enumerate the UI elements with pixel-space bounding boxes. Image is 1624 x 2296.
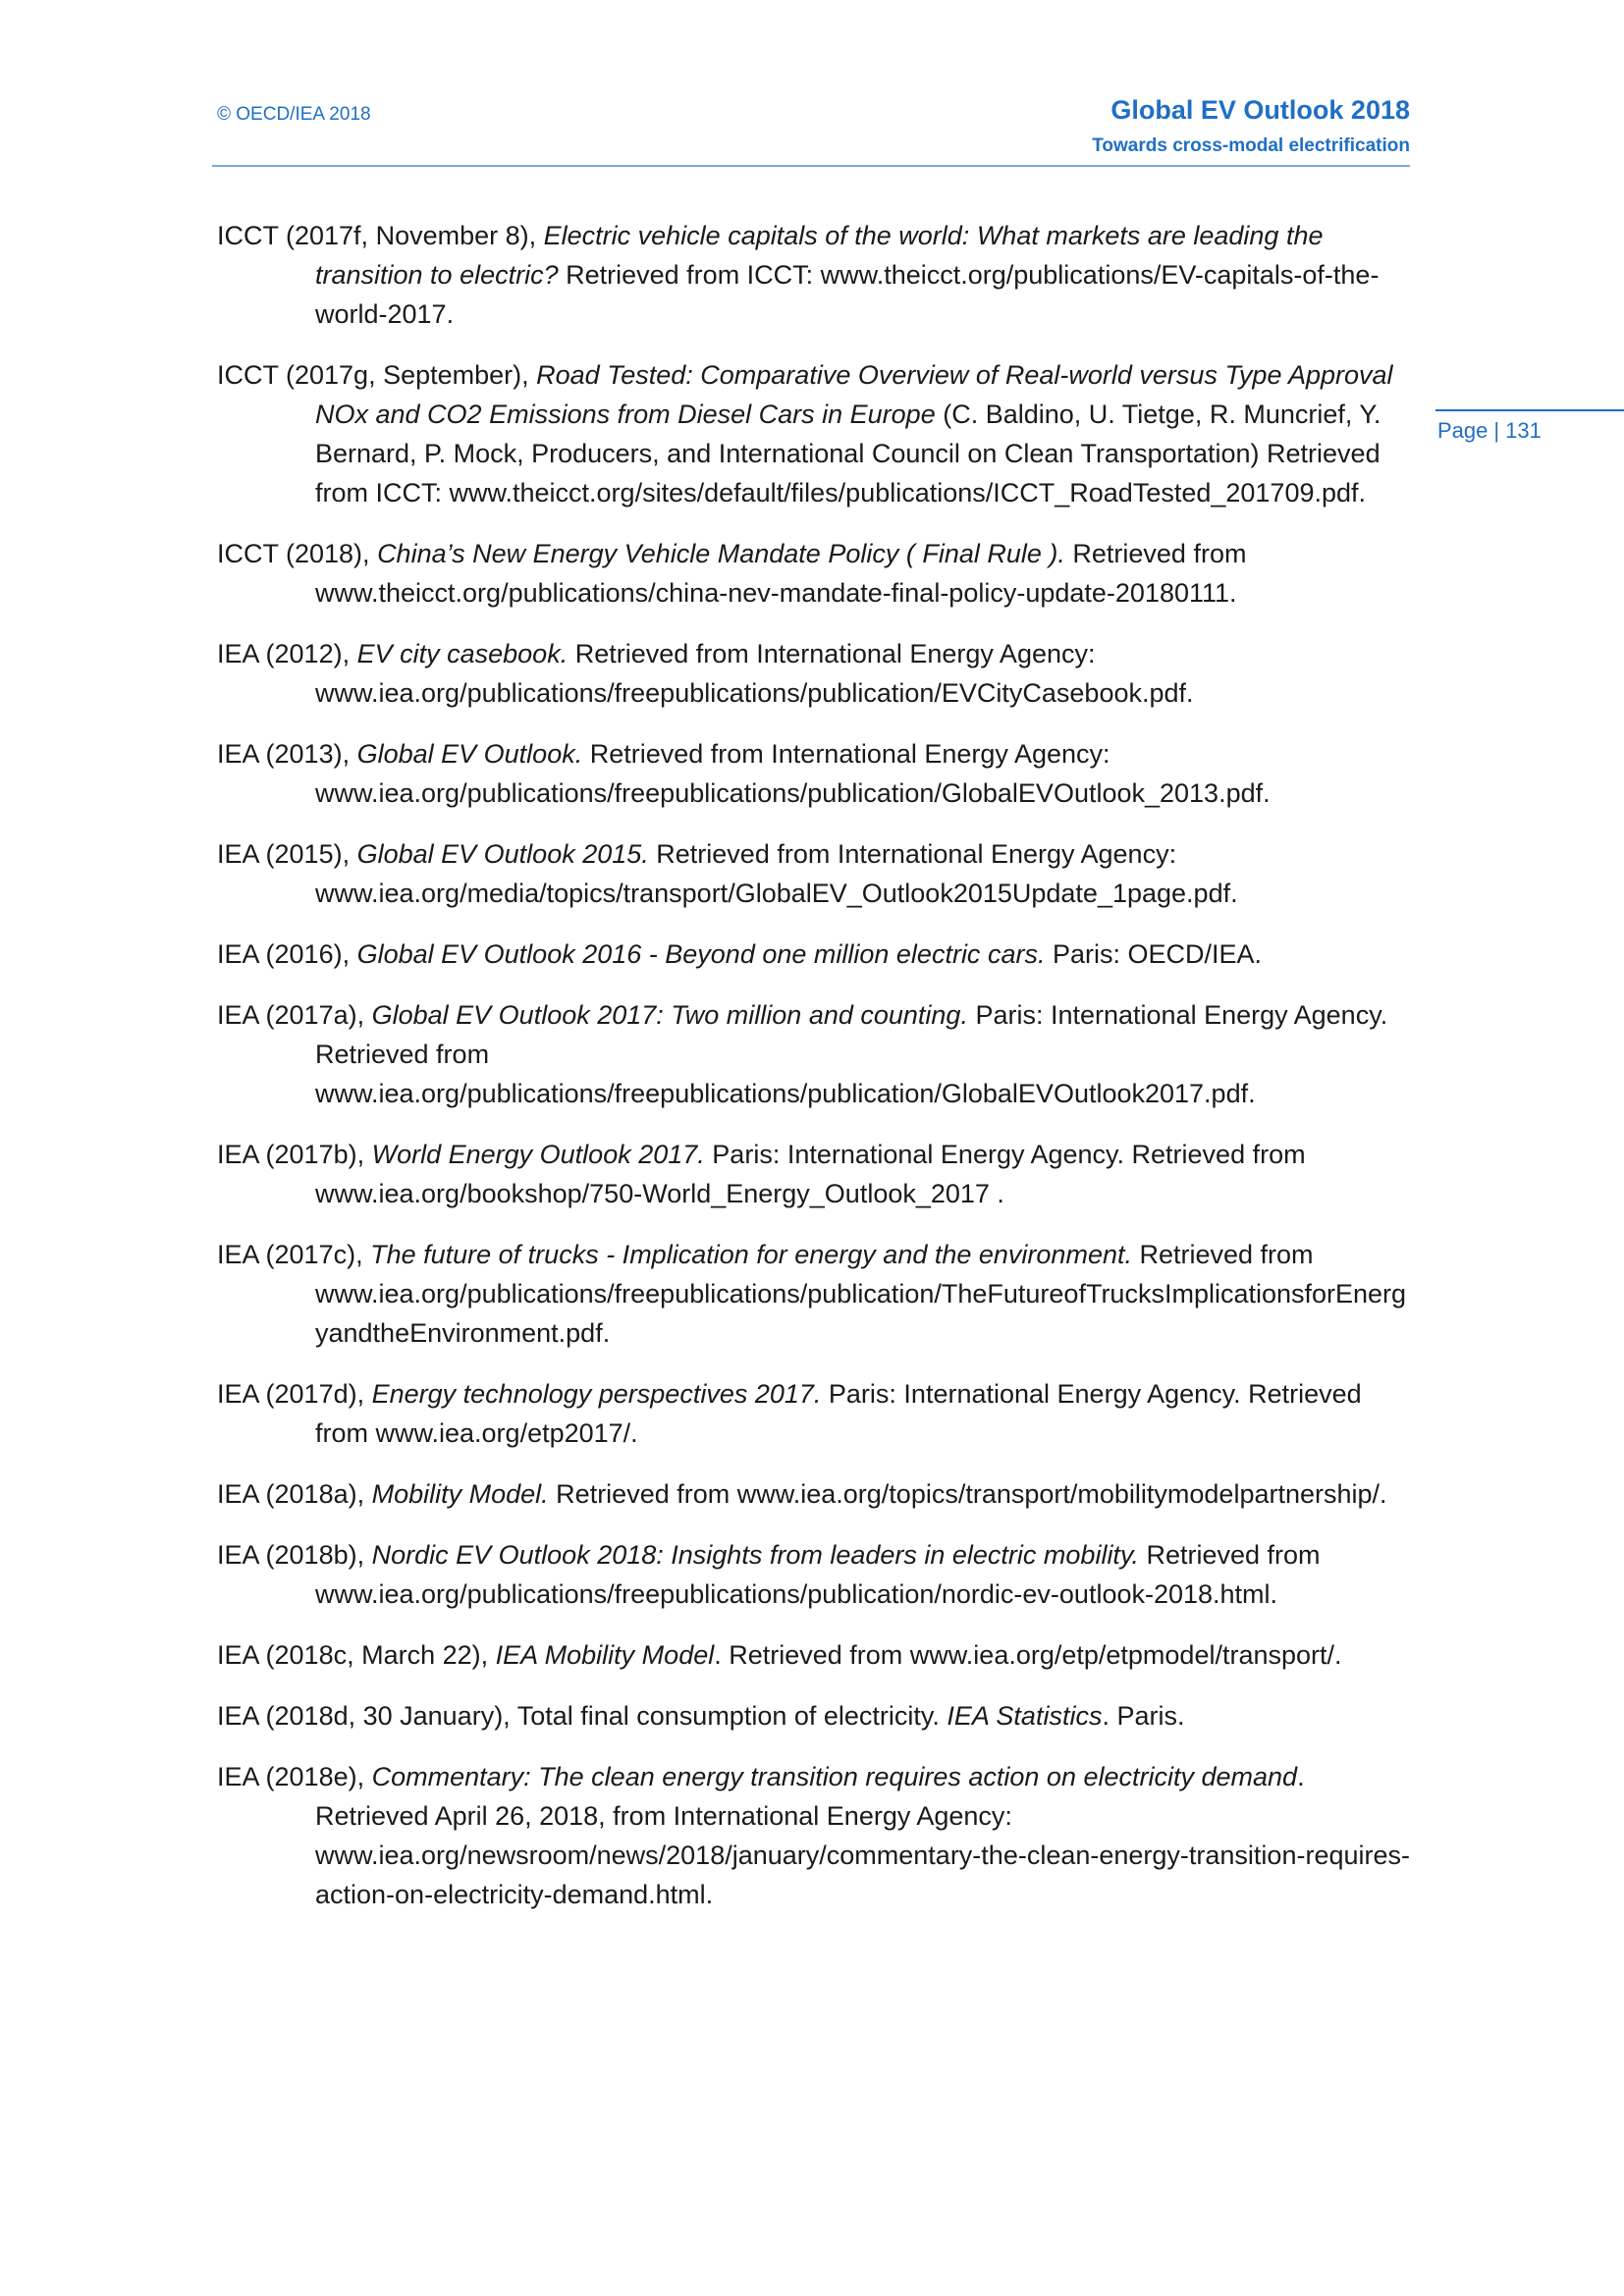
- reference-item: [217, 934, 1415, 974]
- reference-lead: IEA (2017c),: [217, 1240, 371, 1269]
- report-subtitle: Towards cross-modal electrification: [1092, 135, 1410, 156]
- reference-title: IEA Mobility Model: [495, 1640, 715, 1670]
- page-number-block: [1437, 418, 1542, 444]
- reference-tail: . Retrieved from www.iea.org/etp/etpmodel/transport/.: [714, 1640, 1342, 1670]
- reference-item: [217, 834, 1415, 913]
- reference-lead: IEA (2015),: [217, 839, 357, 869]
- header-divider: [212, 165, 1410, 167]
- reference-tail: Retrieved from International Energy Agency: www.iea.org/media/topics/transport/GlobalEV_Outlook2015Update_1page.pdf.: [315, 839, 1238, 908]
- reference-lead: IEA (2016),: [217, 939, 357, 969]
- reference-title: Global EV Outlook 2017: Two million and counting.: [371, 1000, 968, 1030]
- reference-item: [217, 1635, 1415, 1675]
- reference-lead: IEA (2012),: [217, 639, 357, 668]
- reference-title: Electric vehicle capitals of the world: What markets are leading the transition to electric?: [315, 221, 1324, 290]
- reference-tail: Paris: International Energy Agency. Retrieved from www.iea.org/publications/freepublications/publication/GlobalEVOutlook2017.pdf.: [315, 1000, 1388, 1108]
- reference-item: [217, 734, 1415, 813]
- reference-lead: IEA (2017d),: [217, 1379, 372, 1409]
- reference-title: Commentary: The clean energy transition requires action on electricity demand: [371, 1762, 1298, 1791]
- reference-tail: Paris: OECD/IEA.: [1045, 939, 1263, 969]
- reference-tail: Retrieved from www.iea.org/publications/freepublications/publication/nordic-ev-outlook-2018.html.: [315, 1540, 1321, 1609]
- reference-item: [217, 1535, 1415, 1614]
- reference-title: Energy technology perspectives 2017.: [371, 1379, 822, 1409]
- reference-tail: Retrieved from www.theicct.org/publications/china-nev-mandate-final-policy-update-20180111.: [315, 539, 1247, 608]
- reference-item: [217, 1696, 1415, 1735]
- reference-lead: ICCT (2017f, November 8),: [217, 221, 544, 250]
- reference-lead: IEA (2017b),: [217, 1140, 372, 1169]
- reference-list: [217, 216, 1415, 1936]
- report-title: Global EV Outlook 2018: [1110, 95, 1410, 125]
- reference-tail: Retrieved from International Energy Agency: www.iea.org/publications/freepublications/publication/EVCityCasebook.pdf.: [315, 639, 1194, 708]
- reference-item: [217, 634, 1415, 713]
- reference-tail: Retrieved from www.iea.org/topics/transport/mobilitymodelpartnership/.: [548, 1479, 1387, 1509]
- reference-lead: IEA (2017a),: [217, 1000, 372, 1030]
- reference-item: [217, 1135, 1415, 1213]
- reference-tail: Retrieved from www.iea.org/publications/freepublications/publication/TheFutureofTrucksImplicationsforEnergyandtheEnvironment.pdf.: [315, 1240, 1407, 1348]
- reference-lead: IEA (2018d, 30 January), Total final consumption of electricity.: [217, 1701, 947, 1731]
- reference-item: [217, 1374, 1415, 1453]
- reference-title: Global EV Outlook.: [356, 739, 583, 769]
- reference-lead: IEA (2018c, March 22),: [217, 1640, 496, 1670]
- reference-tail: (C. Baldino, U. Tietge, R. Muncrief, Y. Bernard, P. Mock, Producers, and International Council on Clean Transportation) Retrieved from ICCT: www.theicct.org/sites/default/files/publications/ICCT_RoadTested_201709.pdf.: [315, 400, 1381, 507]
- reference-item: [217, 534, 1415, 613]
- reference-item: [217, 216, 1415, 334]
- reference-tail: Retrieved from ICCT: www.theicct.org/publications/EV-capitals-of-the-world-2017.: [315, 260, 1380, 329]
- reference-lead: IEA (2013),: [217, 739, 357, 769]
- reference-title: Global EV Outlook 2015.: [356, 839, 649, 869]
- page-separator: |: [1493, 418, 1500, 443]
- reference-lead: IEA (2018b),: [217, 1540, 372, 1570]
- reference-title: The future of trucks - Implication for energy and the environment.: [370, 1240, 1132, 1269]
- reference-item: [217, 1235, 1415, 1353]
- page-number-divider: [1435, 409, 1624, 411]
- reference-title: China’s New Energy Vehicle Mandate Policy ( Final Rule ).: [377, 539, 1065, 568]
- reference-item: [217, 1474, 1415, 1514]
- reference-item: [217, 355, 1415, 512]
- reference-lead: IEA (2018a),: [217, 1479, 372, 1509]
- copyright-notice: © OECD/IEA 2018: [217, 104, 371, 125]
- reference-title: Nordic EV Outlook 2018: Insights from leaders in electric mobility.: [371, 1540, 1139, 1570]
- reference-title: Global EV Outlook 2016 - Beyond one million electric cars.: [356, 939, 1046, 969]
- reference-tail: . Paris.: [1102, 1701, 1185, 1731]
- reference-title: World Energy Outlook 2017.: [371, 1140, 705, 1169]
- reference-lead: IEA (2018e),: [217, 1762, 372, 1791]
- reference-tail: Paris: International Energy Agency. Retrieved from www.iea.org/etp2017/.: [315, 1379, 1362, 1448]
- reference-lead: ICCT (2017g, September),: [217, 360, 537, 390]
- reference-item: [217, 995, 1415, 1113]
- reference-title: EV city casebook.: [356, 639, 568, 668]
- reference-lead: ICCT (2018),: [217, 539, 378, 568]
- reference-tail: Retrieved from International Energy Agency: www.iea.org/publications/freepublications/publication/GlobalEVOutlook_2013.pdf.: [315, 739, 1271, 808]
- reference-title: Mobility Model.: [371, 1479, 549, 1509]
- reference-title: Road Tested: Comparative Overview of Real-world versus Type Approval NOx and CO2 Emissions from Diesel Cars in Europe: [315, 360, 1393, 429]
- reference-tail: Paris: International Energy Agency. Retrieved from www.iea.org/bookshop/750-World_Energy_Outlook_2017 .: [315, 1140, 1306, 1208]
- page-number: 131: [1505, 418, 1542, 443]
- reference-item: [217, 1757, 1415, 1914]
- reference-tail: . Retrieved April 26, 2018, from International Energy Agency: www.iea.org/newsroom/news/2018/january/commentary-the-clean-energy-transition-requires-action-on-electricity-demand.html.: [315, 1762, 1410, 1909]
- page-label: Page: [1437, 418, 1489, 443]
- reference-title: IEA Statistics: [947, 1701, 1103, 1731]
